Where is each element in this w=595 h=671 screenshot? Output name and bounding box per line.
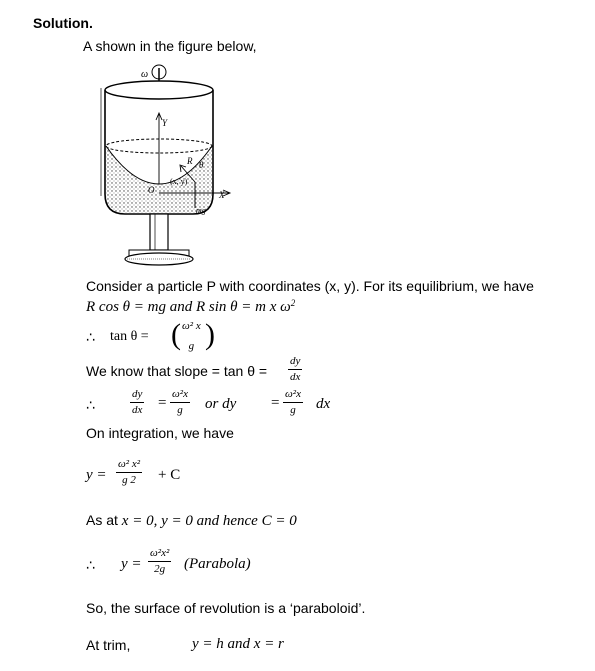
- rotating-vessel-figure: [95, 62, 235, 272]
- equation-or-dy: or dy: [205, 396, 237, 412]
- fraction-num-4: ω² x²: [116, 458, 142, 473]
- equation-parabola: (Parabola): [184, 556, 251, 572]
- paragraph-trim-label: At trim,: [86, 637, 131, 653]
- figure-label-omega: ω: [141, 69, 149, 80]
- equation-tan-lhs: tan θ =: [110, 329, 149, 344]
- equation-y-lhs: y =: [86, 467, 107, 483]
- equation-y-lhs-2: y =: [121, 556, 142, 572]
- paragraph-particle: Consider a particle P with coordinates (x, y). For its equilibrium, we have: [86, 278, 534, 294]
- figure-label-point: (x, y): [170, 177, 188, 186]
- equation-equilibrium-text: R cos θ = mg and R sin θ = m x ω: [86, 299, 291, 315]
- fraction-dy-dx-2: [130, 388, 144, 417]
- fraction-dy: dy: [288, 355, 302, 370]
- solution-heading: Solution.: [33, 15, 93, 31]
- fraction-den-4: g 2: [122, 474, 136, 486]
- open-paren: (: [171, 318, 181, 351]
- therefore-symbol-2: ∴: [86, 397, 95, 413]
- fraction-den: g: [188, 340, 195, 352]
- fraction-num: ω² x: [182, 320, 201, 332]
- fraction-num-2: ω²x: [170, 388, 190, 403]
- paragraph-boundary-text: As at: [86, 512, 122, 528]
- paragraph-integration: On integration, we have: [86, 425, 234, 441]
- fraction-omega2x-g-2: [283, 388, 303, 417]
- equals-sign-2: =: [271, 395, 280, 411]
- fraction-den-2: g: [177, 404, 183, 416]
- paragraph-boundary: [86, 511, 297, 530]
- paragraph-trim-math: y = h and x = r: [192, 636, 284, 652]
- equation-dx: dx: [316, 396, 331, 412]
- fraction-dx: dx: [290, 371, 301, 383]
- fraction-omega2x2-over-2g: [148, 547, 171, 576]
- fraction-dy-dx-1: [288, 355, 302, 384]
- figure-label-R: R: [187, 156, 193, 166]
- fraction-omega2x-over-g: [180, 320, 203, 353]
- fraction-num-5: ω²x²: [148, 547, 171, 562]
- close-paren: ): [205, 318, 215, 351]
- fraction-omega2x-g-1: [170, 388, 190, 417]
- paragraph-boundary-math: x = 0, y = 0 and hence C = 0: [121, 513, 297, 529]
- figure-label-y: Y: [162, 118, 168, 128]
- figure-label-x: X: [219, 190, 225, 200]
- intro-text: A shown in the figure below,: [83, 38, 257, 54]
- equals-sign-1: =: [158, 395, 167, 411]
- equation-plus-c: + C: [158, 467, 181, 483]
- figure-label-origin: O: [148, 185, 155, 195]
- fraction-den-3: g: [290, 404, 296, 416]
- figure-label-theta: θ: [199, 160, 204, 170]
- paragraph-slope: We know that slope = tan θ =: [86, 363, 268, 379]
- fraction-num-3: ω²x: [283, 388, 303, 403]
- fraction-omega2x2-over-g2: [116, 458, 142, 487]
- equation-equilibrium: [86, 298, 295, 316]
- fraction-dx-2: dx: [132, 404, 143, 416]
- therefore-symbol-3: ∴: [86, 557, 95, 573]
- fraction-dy-2: dy: [130, 388, 144, 403]
- paragraph-paraboloid: So, the surface of revolution is a ‘paraboloid’.: [86, 600, 366, 616]
- equation-equilibrium-sup: 2: [290, 298, 296, 308]
- therefore-symbol: ∴: [86, 329, 95, 345]
- fraction-den-5: 2g: [154, 563, 166, 575]
- figure-label-mg: mg: [196, 206, 206, 215]
